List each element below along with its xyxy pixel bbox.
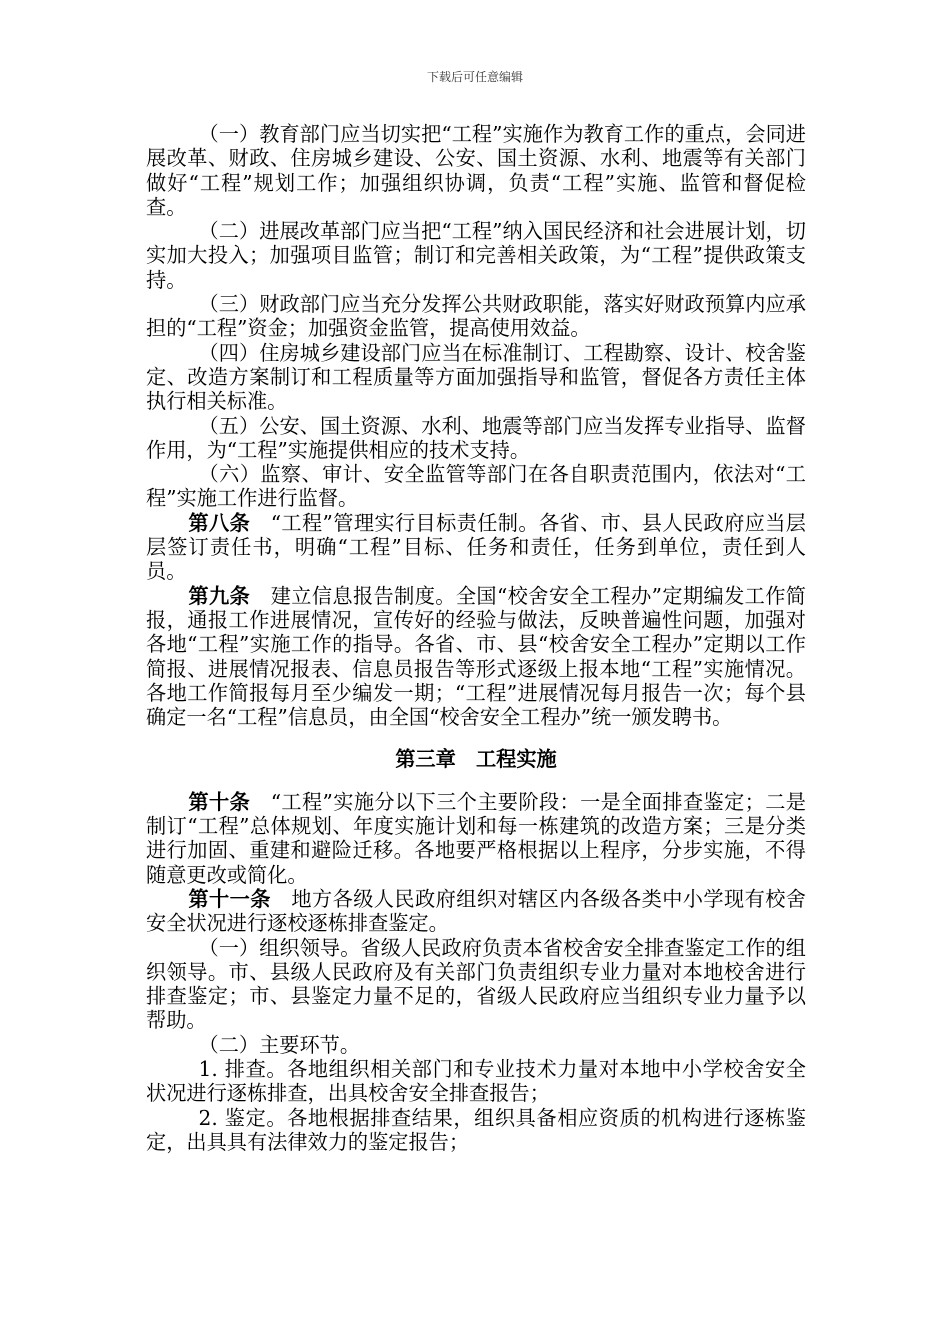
paragraph-item-6: （六）监察、审计、安全监管等部门在各自职责范围内，依法对“工程”实施工作进行监督。 (146, 462, 806, 511)
article-10-text: “工程”实施分以下三个主要阶段：一是全面排查鉴定；二是制订“工程”总体规划、年度实施计划和每一栋建筑的改造方案；三是分类进行加固、重建和避险迁移。各地要严格根据以上程序，分步实施，不得随意更改或简化。 (146, 789, 806, 887)
chapter-heading: 第三章 工程实施 (395, 747, 557, 772)
article-11-item-1: （一）组织领导。省级人民政府负责本省校舍安全排查鉴定工作的组织领导。市、县级人民政府及有关部门负责组织专业力量对本地校舍进行排查鉴定；市、县鉴定力量不足的，省级人民政府应当组织专业力量予以帮助。 (146, 935, 806, 1033)
article-8-label: 第八条 (188, 510, 251, 535)
article-9-label: 第九条 (188, 583, 251, 608)
paragraph-item-5: （五）公安、国土资源、水利、地震等部门应当发挥专业指导、监督作用，为“工程”实施提供相应的技术支持。 (146, 413, 806, 462)
article-10-label: 第十条 (188, 789, 251, 814)
article-8 (146, 511, 806, 584)
document-body (146, 122, 806, 1154)
step-item-1: 1. 排查。各地组织相关部门和专业技术力量对本地中小学校舍安全状况进行逐栋排查，出具校舍安全排查报告； (146, 1056, 806, 1106)
article-9 (146, 584, 806, 730)
article-11-text: 地方各级人民政府组织对辖区内各级各类中小学现有校舍安全状况进行逐校逐栋排查鉴定。 (146, 886, 806, 936)
article-10 (146, 790, 806, 887)
paragraph-item-1: （一）教育部门应当切实把“工程”实施作为教育工作的重点，会同进展改革、财政、住房城乡建设、公安、国土资源、水利、地震等有关部门做好“工程”规划工作；加强组织协调，负责“工程”实施、监管和督促检查。 (146, 122, 806, 219)
article-8-text: “工程”管理实行目标责任制。各省、市、县人民政府应当层层签订责任书，明确“工程”目标、任务和责任，任务到单位，责任到人员。 (146, 510, 806, 584)
article-9-text: 建立信息报告制度。全国“校舍安全工程办”定期编发工作简报，通报工作进展情况，宣传好的经验与做法，反映普遍性问题，加强对各地“工程”实施工作的指导。各省、市、县“校舍安全工程办”定期以工作简报、进展情况报表、信息员报告等形式逐级上报本地“工程”实施情况。各地工作简报每月至少编发一期；“工程”进展情况每月报告一次；每个县确定一名“工程”信息员，由全国“校舍安全工程办”统一颁发聘书。 (146, 583, 806, 730)
step-item-2: 2. 鉴定。各地根据排查结果，组织具备相应资质的机构进行逐栋鉴定，出具具有法律效力的鉴定报告； (146, 1105, 806, 1154)
article-11-item-2: （二）主要环节。 (198, 1032, 361, 1057)
paragraph-item-3: （三）财政部门应当充分发挥公共财政职能，落实好财政预算内应承担的“工程”资金；加强资金监管，提高使用效益。 (146, 292, 806, 341)
paragraph-item-2: （二）进展改革部门应当把“工程”纳入国民经济和社会进展计划，切实加大投入；加强项目监管；制订和完善相关政策，为“工程”提供政策支持。 (146, 219, 806, 292)
page-header: 下载后可任意编辑 (426, 70, 523, 84)
article-11 (146, 887, 806, 936)
paragraph-item-4: （四）住房城乡建设部门应当在标准制订、工程勘察、设计、校舍鉴定、改造方案制订和工程质量等方面加强指导和监管，督促各方责任主体执行相关标准。 (146, 340, 806, 414)
article-11-label: 第十一条 (188, 886, 271, 911)
